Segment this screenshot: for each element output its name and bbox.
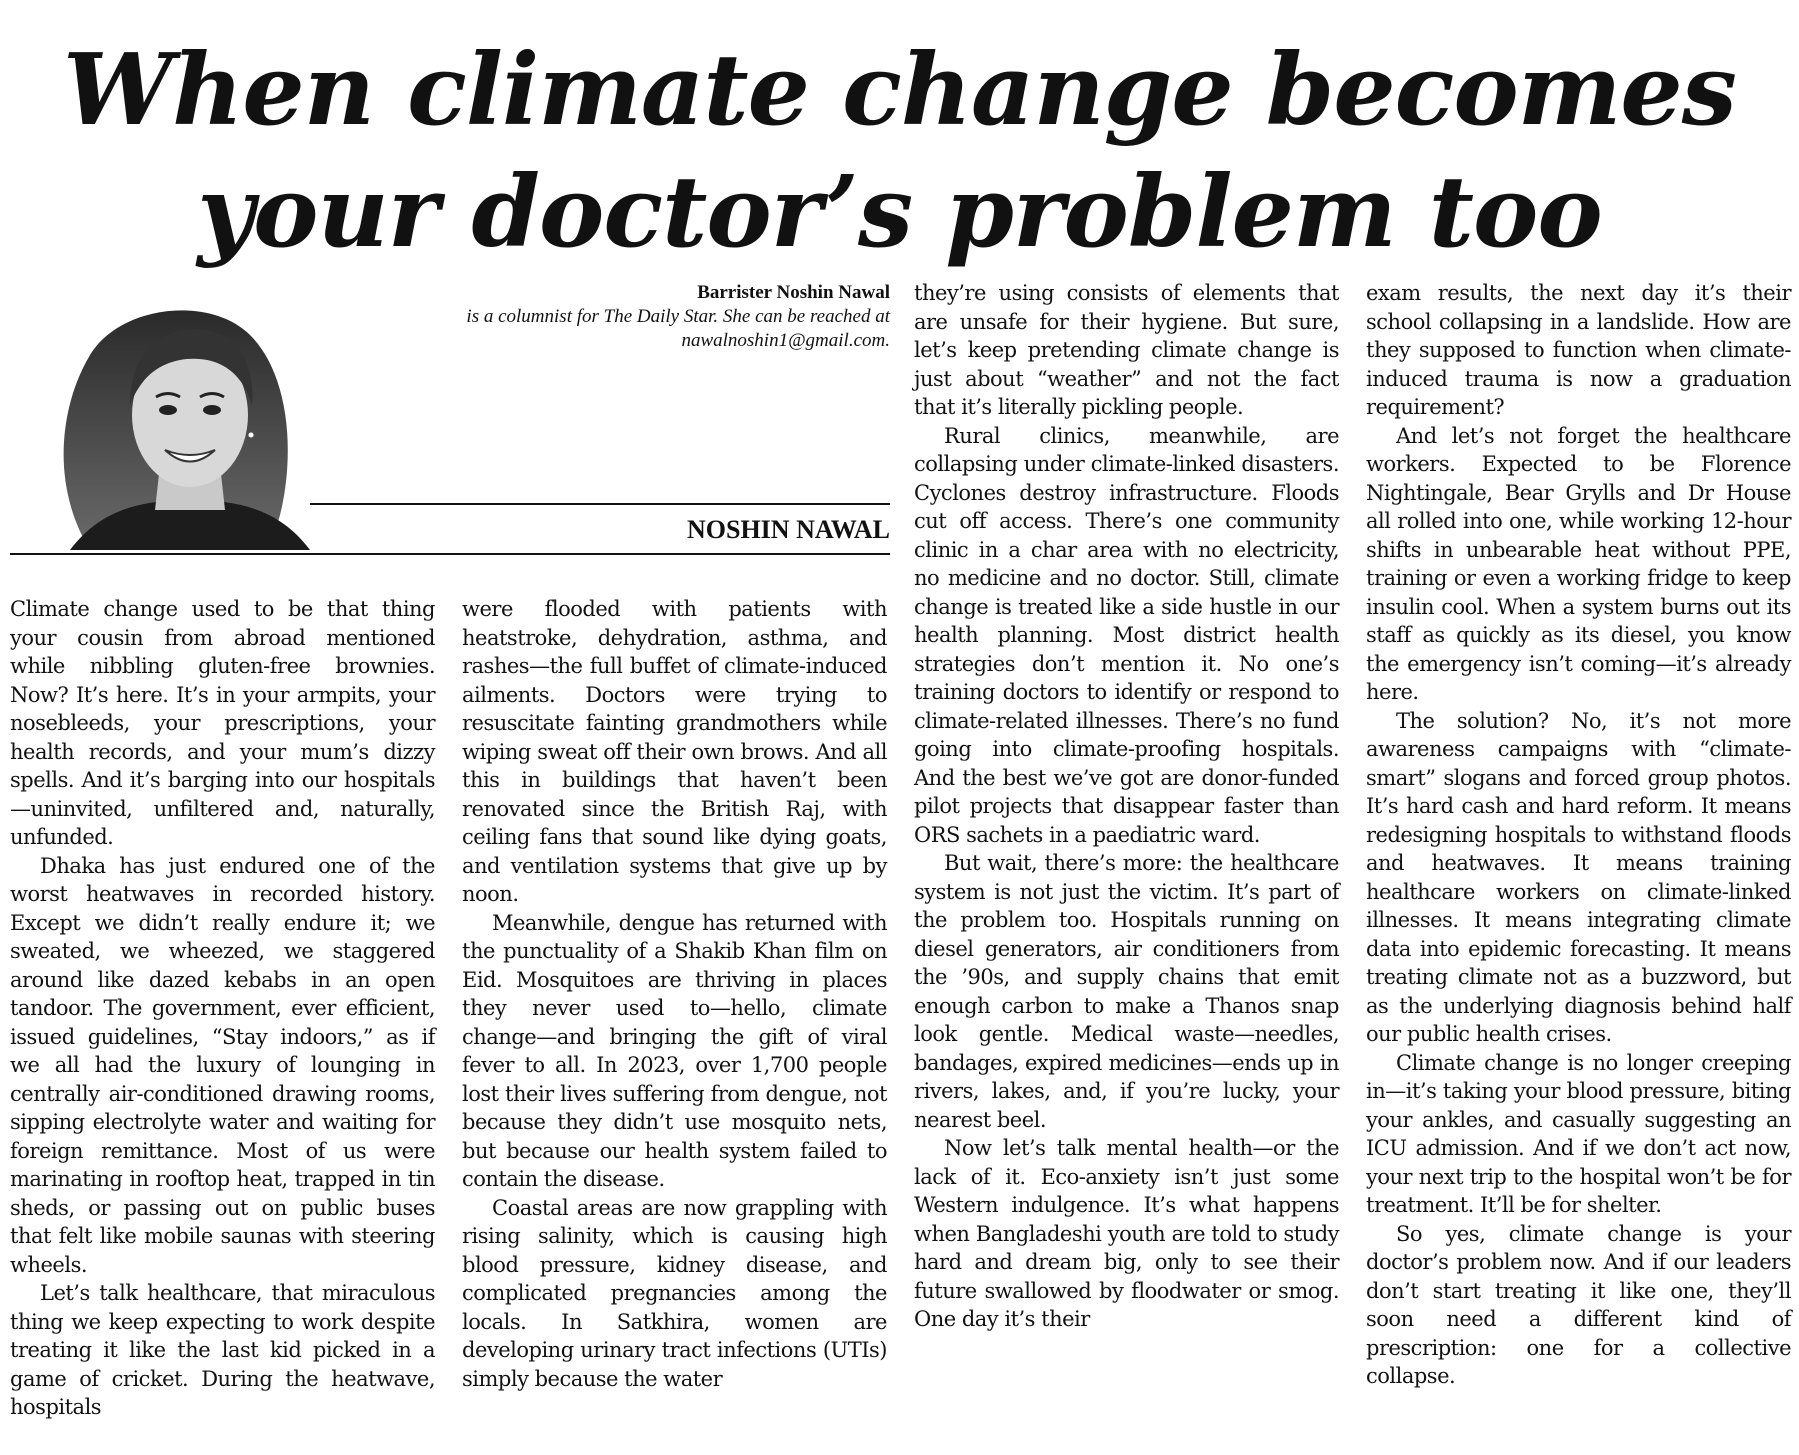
columnist-name: Barrister Noshin Nawal — [697, 282, 890, 303]
paragraph: were flooded with patients with heatstroke, dehydration, asthma, and rashes—the full buffet of climate-induced ailments. Doctors were trying to resuscitate fainting grandmothers while wiping sweat off their own brows. And all this in buildings that haven’t been renovated since the British Raj, with ceiling fans that sound like dying goats, and ventilation systems that give up by noon. — [462, 597, 887, 906]
paragraph: Dhaka has just endured one of the worst heatwaves in recorded history. Except we didn’t really endure it; we sweated, we wheezed, we staggered around like dazed kebabs in an open tandoor. The government, ever efficient, issued guidelines, “Stay indoors,” as if we all had the luxury of lounging in centrally air-conditioned drawing rooms, sipping electrolyte water and waiting for foreign remittance. Most of us were marinating in rooftop heat, trapped in tin sheds, or passing out on public buses that felt like mobile saunas with steering wheels. — [10, 853, 435, 1277]
paragraph: Meanwhile, dengue has returned with the punctuality of a Shakib Khan film on Eid. Mosquitoes are thriving in places they never used to—hello, climate change—and bringing the gift of viral fever to all. In 2023, over 1,700 people lost their lives suffering from dengue, not because they didn’t use mosquito nets, but because our health system failed to contain the disease. — [462, 910, 887, 1191]
article-column-1 — [10, 595, 435, 1422]
headline: When climate change becomes your doctor’s problem too — [63, 33, 1736, 270]
columnist-bio-text: is a columnist for The Daily Star. She can be reached at nawalnoshin1@gmail.com. — [466, 306, 890, 351]
byline-bottom-rule — [10, 553, 890, 555]
paragraph: Let’s talk healthcare, that miraculous thing we keep expecting to work despite treating it like the last kid picked in a game of cricket. During the heatwave, hospitals — [10, 1281, 435, 1419]
paragraph: So yes, climate change is your doctor’s problem now. And if our leaders don’t start treating it like one, they’ll soon need a different kind of prescription: one for a collective collapse. — [1366, 1221, 1791, 1388]
paragraph: The solution? No, it’s not more awareness campaigns with “climate-smart” slogans and forced group photos. It’s hard cash and hard reform. It means redesigning hospitals to withstand floods and heatwaves. It means training healthcare workers on climate-linked illnesses. It means integrating climate data into epidemic forecasting. It means treating climate not as a buzzword, but as the underlying diagnosis behind half our public health crises. — [1366, 708, 1791, 1046]
author-portrait-icon — [30, 285, 350, 550]
paragraph: they’re using consists of elements that are unsafe for their hygiene. But sure, let’s keep pretending climate change is just about “weather” and not the fact that it’s literally pickling people. — [914, 281, 1339, 419]
byline-box — [10, 275, 890, 555]
article-column-4 — [1366, 279, 1791, 1391]
paragraph: Now let’s talk mental health—or the lack of it. Eco-anxiety isn’t just some Western indulgence. It’s what happens when Bangladeshi youth are told to study hard and dream big, only to see their future swallowed by floodwater or smog. One day it’s their — [914, 1136, 1339, 1331]
byline-rule — [310, 503, 890, 505]
paragraph: But wait, there’s more: the healthcare system is not just the victim. It’s part of the problem too. Hospitals running on diesel generators, air conditioners from the ’90s, and supply chains that emit enough carbon to make a Thanos snap look gentle. Medical waste—needles, bandages, expired medicines—ends up in rivers, lakes, and, if you’re lucky, your nearest beel. — [914, 851, 1339, 1132]
paragraph: And let’s not forget the healthcare workers. Expected to be Florence Nightingale, Bear Grylls and Dr House all rolled into one, while working 12-hour shifts in unbearable heat without PPE, training or even a working fridge to keep insulin cool. When a system burns out its staff as quickly as its diesel, you know the emergency isn’t coming—it’s already here. — [1366, 423, 1791, 704]
paragraph: Rural clinics, meanwhile, are collapsing under climate-linked disasters. Cyclones destroy infrastructure. Floods cut off access. There’s one community clinic in a char area with no electricity, no medicine and no doctor. Still, climate change is treated like a side hustle in our health planning. Most district health strategies don’t mention it. No one’s training doctors to identify or respond to climate-related illnesses. There’s no fund going into climate-proofing hospitals. And the best we’ve got are donor-funded pilot projects that disappear faster than ORS sachets in a paediatric ward. — [914, 423, 1339, 847]
article-column-3 — [914, 279, 1339, 1334]
paragraph: Climate change is no longer creeping in—it’s taking your blood pressure, biting your ankles, and casually suggesting an ICU admission. And if we don’t act now, your next trip to the hospital won’t be for treatment. It’ll be for shelter. — [1366, 1050, 1791, 1217]
paragraph: Coastal areas are now grappling with rising salinity, which is causing high blood pressure, kidney disease, and complicated pregnancies among the locals. In Satkhira, women are developing urinary tract infections (UTIs) simply because the water — [462, 1195, 887, 1391]
columnist-bio — [370, 281, 890, 353]
paragraph: Climate change used to be that thing your cousin from abroad mentioned while nibbling gluten-free brownies. Now? It’s here. It’s in your armpits, your nosebleeds, your prescriptions, your health records, and your mum’s dizzy spells. And it’s barging into our hospitals—uninvited, unfiltered and, naturally, unfunded. — [10, 597, 435, 849]
paragraph: exam results, the next day it’s their school collapsing in a landslide. How are they supposed to function when climate-induced trauma is now a graduation requirement? — [1366, 281, 1791, 419]
author-name-caps: NOSHIN NAWAL — [687, 515, 890, 544]
article-column-2 — [462, 595, 887, 1393]
